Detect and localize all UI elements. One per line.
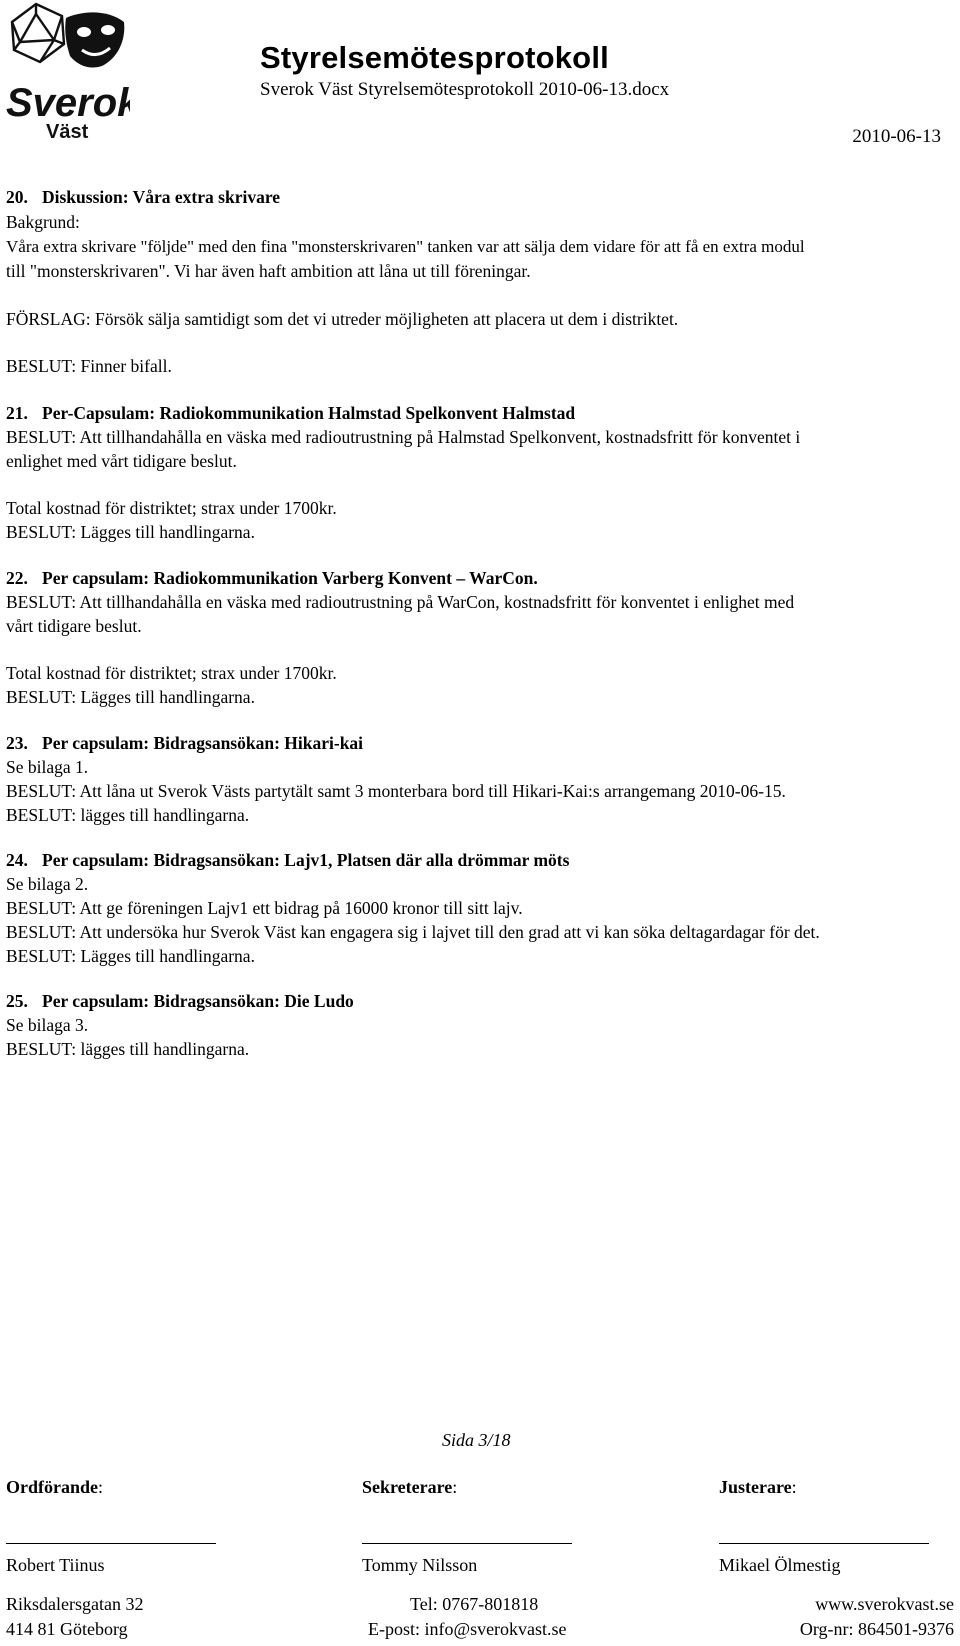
section-title: Per-Capsulam: Radiokommunikation Halmstad Spelkonvent Halmstad xyxy=(42,403,576,423)
section-number: 25. xyxy=(6,991,28,1011)
decision-line: BESLUT: Att tillhandahålla en väska med radioutrustning på Halmstad Spelkonvent, kostnadsfritt för konventet i xyxy=(6,427,801,447)
paragraph-line: enlighet med vårt tidigare beslut. xyxy=(6,451,237,471)
footer-email: E-post: info@sverokvast.se xyxy=(368,1619,567,1639)
section-22-heading xyxy=(6,566,538,590)
section-21-heading xyxy=(6,401,575,425)
signature-role: Justerare: xyxy=(719,1477,797,1497)
section-number: 23. xyxy=(6,733,28,753)
signature-name: Tommy Nilsson xyxy=(362,1555,478,1575)
signature-name: Robert Tiinus xyxy=(6,1555,105,1575)
decision-line: BESLUT: Att låna ut Sverok Västs partytält samt 3 monterbara bord till Hikari-Kai:s arrangemang 2010-06-15. xyxy=(6,781,786,801)
signature-line xyxy=(6,1543,216,1544)
document-filename: Sverok Väst Styrelsemötesprotokoll 2010-06-13.docx xyxy=(260,79,670,100)
decision-line: BESLUT: Finner bifall. xyxy=(6,356,172,376)
page-number: Sida 3/18 xyxy=(442,1430,511,1450)
section-title: Per capsulam: Bidragsansökan: Die Ludo xyxy=(42,991,354,1011)
decision-line: BESLUT: Att undersöka hur Sverok Väst kan engagera sig i lajvet till den grad att vi kan söka deltagardagar för det. xyxy=(6,922,820,942)
decision-line: BESLUT: Att tillhandahålla en väska med radioutrustning på WarCon, kostnadsfritt för konventet i enlighet med xyxy=(6,592,795,612)
section-number: 22. xyxy=(6,568,28,588)
paragraph-line: till "monsterskrivaren". Vi har även haft ambition att låna ut till föreningar. xyxy=(6,261,531,281)
section-title: Per capsulam: Bidragsansökan: Lajv1, Platsen där alla drömmar möts xyxy=(42,850,570,870)
sverok-vast-logo xyxy=(6,0,130,142)
signature-secretary xyxy=(362,1477,582,1575)
signature-name: Mikael Ölmestig xyxy=(719,1555,841,1575)
proposal-line: FÖRSLAG: Försök sälja samtidigt som det vi utreder möjligheten att placera ut dem i distriktet. xyxy=(6,309,679,329)
document-date: 2010-06-13 xyxy=(852,126,941,147)
section-24-heading xyxy=(6,848,569,872)
cost-line: Total kostnad för distriktet; strax under 1700kr. xyxy=(6,663,337,683)
attachment-line: Se bilaga 3. xyxy=(6,1015,89,1035)
cost-line: Total kostnad för distriktet; strax under 1700kr. xyxy=(6,498,337,518)
footer-address-street: Riksdalersgatan 32 xyxy=(6,1594,144,1614)
footer-address-city: 414 81 Göteborg xyxy=(6,1619,128,1639)
paragraph-line: Bakgrund: xyxy=(6,212,80,232)
paragraph-line: vårt tidigare beslut. xyxy=(6,616,142,636)
signature-line xyxy=(719,1543,929,1544)
signature-role: Sekreterare: xyxy=(362,1477,458,1497)
decision-line: BESLUT: Lägges till handlingarna. xyxy=(6,946,255,966)
decision-line: BESLUT: lägges till handlingarna. xyxy=(6,805,250,825)
section-title: Per capsulam: Bidragsansökan: Hikari-kai xyxy=(42,733,364,753)
decision-line: BESLUT: Lägges till handlingarna. xyxy=(6,522,255,542)
paragraph-line: Våra extra skrivare "följde" med den fina "monsterskrivaren" tanken var att sälja dem vidare för att få en extra modul xyxy=(6,237,805,256)
footer-phone: Tel: 0767-801818 xyxy=(410,1594,539,1614)
section-title: Diskussion: Våra extra skrivare xyxy=(42,187,281,207)
decision-line: BESLUT: Att ge föreningen Lajv1 ett bidrag på 16000 kronor till sitt lajv. xyxy=(6,898,523,918)
document-title: Styrelsemötesprotokoll xyxy=(260,40,609,75)
section-25-heading xyxy=(6,989,354,1013)
signature-role: Ordförande: xyxy=(6,1477,104,1497)
signature-adjuster xyxy=(719,1477,939,1575)
section-20-heading xyxy=(6,185,280,209)
attachment-line: Se bilaga 2. xyxy=(6,874,89,894)
attachment-line: Se bilaga 1. xyxy=(6,757,89,777)
decision-line: BESLUT: Lägges till handlingarna. xyxy=(6,687,255,707)
signature-chair xyxy=(6,1477,226,1575)
logo-text: Sverok xyxy=(6,81,130,125)
section-23-heading xyxy=(6,731,363,755)
logo-subtext: Väst xyxy=(46,121,89,142)
section-title: Per capsulam: Radiokommunikation Varberg Konvent – WarCon. xyxy=(42,568,538,588)
section-number: 21. xyxy=(6,403,28,423)
section-number: 20. xyxy=(6,187,28,207)
footer-website: www.sverokvast.se xyxy=(815,1594,954,1614)
section-number: 24. xyxy=(6,850,28,870)
footer-org-number: Org-nr: 864501-9376 xyxy=(799,1619,954,1639)
signature-line xyxy=(362,1543,572,1544)
decision-line: BESLUT: lägges till handlingarna. xyxy=(6,1039,250,1059)
